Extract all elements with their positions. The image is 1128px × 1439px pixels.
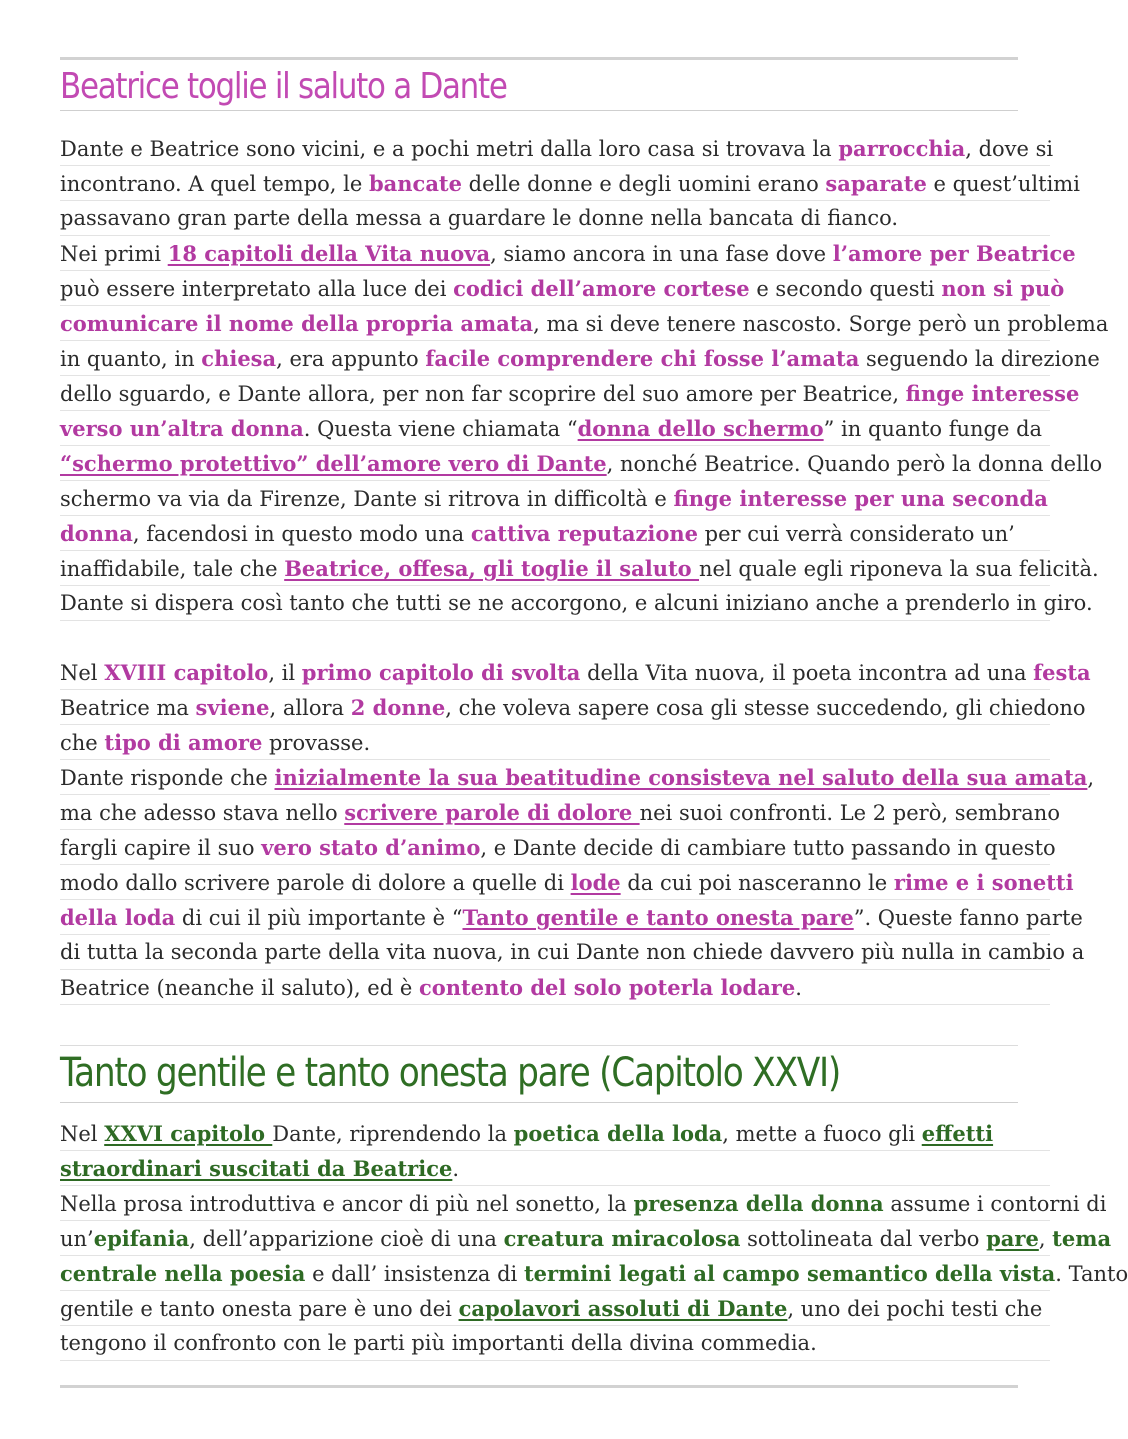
text-run: . [452,1157,460,1181]
highlighted-phrase: festa [1033,660,1091,685]
text-run: e secondo questi [749,277,942,301]
highlighted-phrase: verso un’altra donna [60,416,304,441]
text-line [60,1186,1107,1221]
text-line [60,865,1074,900]
text-line [60,1151,1050,1186]
text-run: e quest’ultimi [926,172,1080,196]
text-run: nei suoi confronti. Le 2 però, sembrano [639,801,1060,825]
text-line [60,446,1103,481]
highlighted-phrase: epifania [93,1226,190,1251]
text-run: ”. Queste fanno parte [853,906,1083,930]
text-run: , siamo ancora in una fase dove [490,242,833,266]
text-run: . [795,976,802,1000]
text-line [60,690,1086,725]
highlighted-phrase: effetti [921,1121,994,1146]
text-line [60,376,1080,411]
text-run: tengono il confronto con le parti più importanti della divina commedia. [60,1331,817,1355]
text-run: Dante risponde che [60,766,275,790]
text-run: nel quale egli riponeva la sua felicità. [699,557,1099,581]
text-run: inaffidabile, tale che [60,557,285,581]
text-run: Nel [60,661,105,685]
text-run: e dall’ insistenza di [305,1262,524,1286]
text-run: , ma si deve tenere nascosto. Sorge però un problema [533,312,1109,336]
highlighted-phrase: chiesa [201,346,277,371]
text-run: , dell’apparizione cioè di una [189,1227,504,1251]
text-run: , che voleva sapere cosa gli stesse succedendo, gli chiedono [445,696,1086,720]
text-run: che [60,731,105,755]
paragraph-beatrice-saluto [60,131,1109,621]
text-line [60,166,1080,201]
text-line [60,551,1099,586]
highlighted-phrase: pare [986,1226,1039,1251]
highlighted-phrase: poetica della loda [513,1121,723,1146]
text-line [60,516,1050,551]
highlighted-phrase: presenza della donna [633,1191,884,1216]
highlighted-phrase: tipo di amore [104,730,263,755]
section-divider [60,1045,1018,1046]
highlighted-phrase: Tanto gentile e tanto onesta pare [462,905,854,930]
text-line [60,481,1050,516]
highlighted-phrase: della loda [60,905,176,930]
highlighted-phrase: parrocchia [838,136,966,161]
text-run: , e Dante decide di cambiare tutto passando in questo [480,836,1056,860]
text-run: Beatrice ma [60,696,196,720]
highlighted-phrase: tema [1052,1226,1112,1251]
text-line [60,795,1060,830]
text-run: sottolineata dal verbo [740,1227,987,1251]
highlighted-phrase: donna [60,521,133,546]
highlighted-phrase: creatura miracolosa [503,1226,741,1251]
text-line [60,900,1083,935]
highlighted-phrase: rime e i sonetti [893,870,1074,895]
text-run: di tutta la seconda parte della vita nuova, in cui Dante non chiede davvero più nulla in cambio a [60,940,1085,964]
text-run: da cui poi nasceranno le [620,871,894,895]
highlighted-phrase: XXVI capitolo [104,1121,273,1146]
text-run: modo dallo scrivere parole di dolore a quelle di [60,871,571,895]
highlighted-phrase: 18 capitoli della Vita nuova [167,241,491,266]
heading-underline [60,110,1018,111]
highlighted-phrase: saparate [825,171,927,196]
text-run: Beatrice (neanche il saluto), ed è [60,976,419,1000]
text-line [60,201,1050,236]
text-run: Dante si dispera così tanto che tutti se ne accorgono, e alcuni iniziano anche a prenderlo in giro. [60,591,1093,615]
text-run: un’ [60,1227,94,1251]
text-line [60,131,1054,166]
text-line [60,236,1076,271]
highlighted-phrase: straordinari suscitati da Beatrice [60,1156,453,1181]
text-run: incontrano. A quel tempo, le [60,172,369,196]
text-line [60,655,1091,690]
text-run: fargli capire il suo [60,836,262,860]
text-line [60,725,1050,760]
text-run: in quanto, in [60,347,202,371]
highlighted-phrase: cattiva reputazione [470,521,698,546]
highlighted-phrase: l’amore per Beatrice [832,241,1076,266]
text-line [60,760,1095,795]
highlighted-phrase: finge interesse [905,381,1080,406]
text-line [60,306,1109,341]
text-run: , il [268,661,302,685]
text-line [60,271,1065,306]
highlighted-phrase: comunicare il nome della propria amata [60,311,534,336]
bottom-rule [60,1385,1018,1388]
text-run: può essere interpretato alla luce dei [60,277,454,301]
highlighted-phrase: Beatrice, offesa, gli toglie il saluto [284,556,699,581]
paragraph-capitolo-xxvi [60,1116,1128,1361]
text-run: gentile e tanto onesta pare è uno dei [60,1297,459,1321]
text-line [60,1221,1112,1256]
highlighted-phrase: 2 donne [350,695,446,720]
highlighted-phrase: vero stato d’animo [261,835,481,860]
text-run: Nella prosa introduttiva e ancor di più nel sonetto, la [60,1192,634,1216]
text-run: ” in quanto funge da [823,417,1043,441]
text-run: schermo va via da Firenze, Dante si ritrova in difficoltà e [60,487,674,511]
text-line [60,1291,1050,1326]
text-run: , dove si [965,137,1054,161]
text-line [60,586,1093,621]
text-line [60,935,1085,970]
highlighted-phrase: capolavori assoluti di Dante [458,1296,788,1321]
highlighted-phrase: lode [570,870,621,895]
highlighted-phrase: centrale nella poesia [60,1261,306,1286]
text-run: assume i contorni di [883,1192,1107,1216]
highlighted-phrase: XVIII capitolo [104,660,269,685]
text-line [60,341,1100,376]
text-run: delle donne e degli uomini erano [462,172,826,196]
highlighted-phrase: primo capitolo di svolta [301,660,581,685]
highlighted-phrase: scrivere parole di dolore [344,800,640,825]
text-run: ma che adesso stava nello [60,801,345,825]
highlighted-phrase: “schermo protettivo” dell’amore vero di Dante [60,451,607,476]
text-run: . Tanto [1055,1262,1128,1286]
highlighted-phrase: inizialmente la sua beatitudine consisteva nel saluto della sua amata [274,765,1088,790]
text-run: , allora [269,696,351,720]
text-run: , [1087,766,1095,790]
text-run: seguendo la direzione [859,347,1100,371]
text-run: per cui verrà considerato un’ [698,522,1015,546]
text-run: , [1038,1227,1053,1251]
highlighted-phrase: donna dello schermo [577,416,824,441]
highlighted-phrase: finge interesse per una seconda [673,486,1048,511]
text-run: Nel [60,1122,105,1146]
text-line [60,1326,1050,1361]
text-line [60,1256,1128,1291]
text-run: , mette a fuoco gli [722,1122,922,1146]
text-line [60,1116,1050,1151]
text-run: dello sguardo, e Dante allora, per non far scoprire del suo amore per Beatrice, [60,382,906,406]
text-line [60,970,1050,1005]
text-run: di cui il più importante è “ [175,906,463,930]
highlighted-phrase: facile comprendere chi fosse l’amata [425,346,860,371]
text-run: Dante e Beatrice sono vicini, e a pochi metri dalla loro casa si trovava la [60,137,839,161]
text-line [60,830,1056,865]
text-run: della Vita nuova, il poeta incontra ad una [580,661,1034,685]
highlighted-phrase: termini legati al campo semantico della vista [523,1261,1056,1286]
text-run: . Questa viene chiamata “ [303,417,578,441]
section-heading-beatrice: Beatrice toglie il saluto a Dante [60,66,507,107]
text-run: Nei primi [60,242,168,266]
text-line [60,411,1050,446]
highlighted-phrase: codici dell’amore cortese [453,276,750,301]
text-run: , nonché Beatrice. Quando però la donna dello [606,452,1103,476]
section-heading-tanto-gentile: Tanto gentile e tanto onesta pare (Capitolo XXVI) [60,1050,840,1096]
text-run: provasse. [262,731,371,755]
top-rule [60,57,1018,60]
text-run: passavano gran parte della messa a guardare le donne nella bancata di fianco. [60,206,899,230]
highlighted-phrase: contento del solo poterla lodare [418,975,796,1000]
text-run: Dante, riprendendo la [272,1122,514,1146]
text-run: , uno dei pochi testi che [787,1297,1043,1321]
heading-underline [60,1102,1018,1103]
paragraph-capitolo-xviii [60,655,1095,1005]
text-run: , facendosi in questo modo una [132,522,471,546]
highlighted-phrase: non si può [941,276,1065,301]
highlighted-phrase: sviene [195,695,270,720]
text-run: , era appunto [276,347,426,371]
highlighted-phrase: bancate [368,171,462,196]
